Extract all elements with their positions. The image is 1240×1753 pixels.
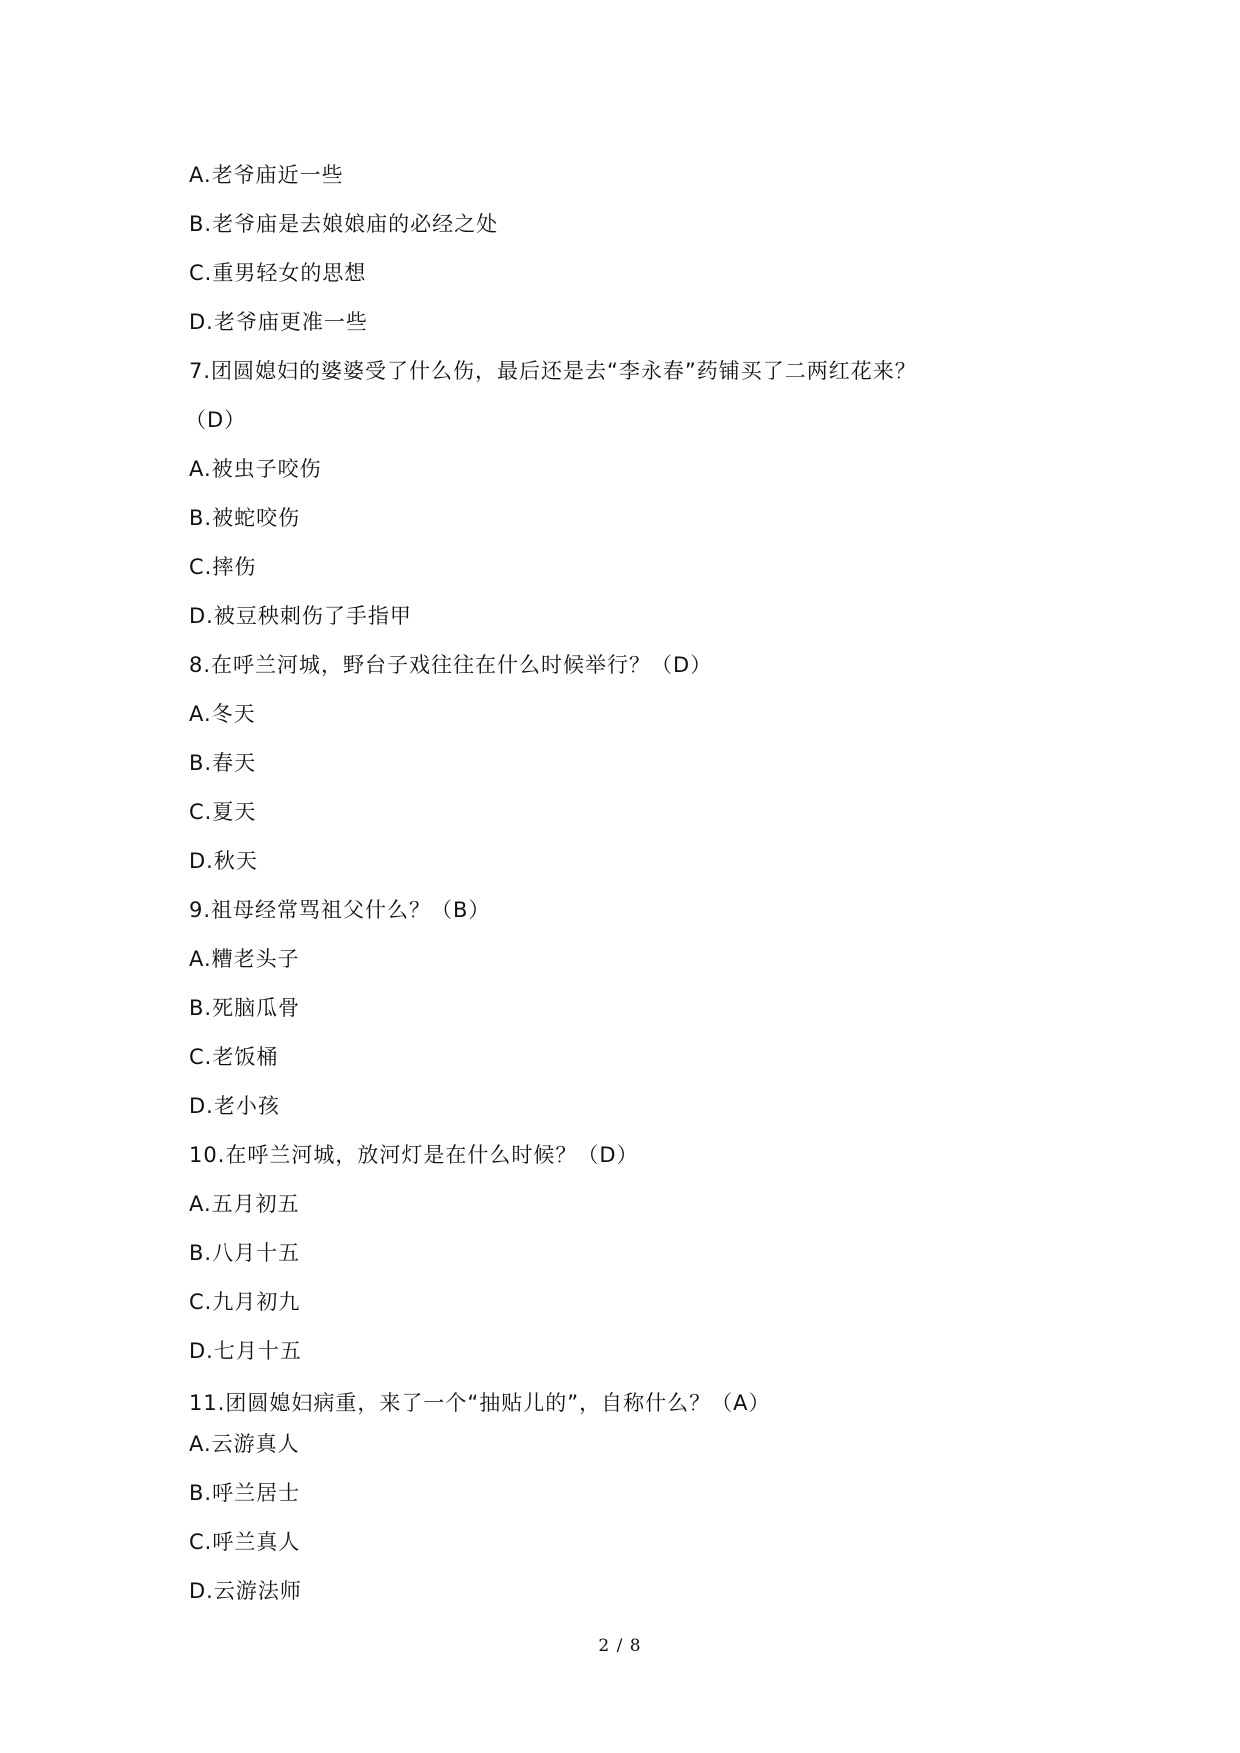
page-number: 2 / 8 bbox=[598, 1636, 642, 1656]
q9-question: 9.祖母经常骂祖父什么？（B） bbox=[189, 898, 491, 922]
q7-question: 7.团圆媳妇的婆婆受了什么伤，最后还是去“李永春”药铺买了二两红花来？ bbox=[189, 359, 917, 383]
q8-option-d: D.秋天 bbox=[189, 849, 258, 873]
q8-option-c: C.夏天 bbox=[189, 800, 257, 824]
q10-option-d: D.七月十五 bbox=[189, 1339, 302, 1363]
q8-question: 8.在呼兰河城，野台子戏往往在什么时候举行？（D） bbox=[189, 653, 713, 677]
q7-answer: （D） bbox=[185, 408, 247, 432]
q7-option-c: C.摔伤 bbox=[189, 555, 257, 579]
q9-option-d: D.老小孩 bbox=[189, 1094, 280, 1118]
q6-option-b: B.老爷庙是去娘娘庙的必经之处 bbox=[189, 212, 499, 236]
q11-option-b: B.呼兰居士 bbox=[189, 1481, 301, 1505]
q11-option-c: C.呼兰真人 bbox=[189, 1530, 301, 1554]
q9-option-a: A.糟老头子 bbox=[189, 947, 300, 971]
q7-option-d: D.被豆秧刺伤了手指甲 bbox=[189, 604, 412, 628]
q6-option-a: A.老爷庙近一些 bbox=[189, 163, 344, 187]
q10-option-b: B.八月十五 bbox=[189, 1241, 301, 1265]
q11-option-a: A.云游真人 bbox=[189, 1432, 300, 1456]
q10-option-c: C.九月初九 bbox=[189, 1290, 301, 1314]
q6-option-d: D.老爷庙更准一些 bbox=[189, 310, 368, 334]
q9-option-b: B.死脑瓜骨 bbox=[189, 996, 301, 1020]
q8-option-a: A.冬天 bbox=[189, 702, 256, 726]
q10-option-a: A.五月初五 bbox=[189, 1192, 300, 1216]
q11-question: 11.团圆媳妇病重，来了一个“抽贴儿的”，自称什么？（A） bbox=[189, 1391, 771, 1415]
q6-option-c: C.重男轻女的思想 bbox=[189, 261, 367, 285]
q7-option-b: B.被蛇咬伤 bbox=[189, 506, 301, 530]
q8-option-b: B.春天 bbox=[189, 751, 257, 775]
q7-option-a: A.被虫子咬伤 bbox=[189, 457, 322, 481]
q10-question: 10.在呼兰河城，放河灯是在什么时候？（D） bbox=[189, 1143, 639, 1167]
q9-option-c: C.老饭桶 bbox=[189, 1045, 279, 1069]
q11-option-d: D.云游法师 bbox=[189, 1579, 302, 1603]
